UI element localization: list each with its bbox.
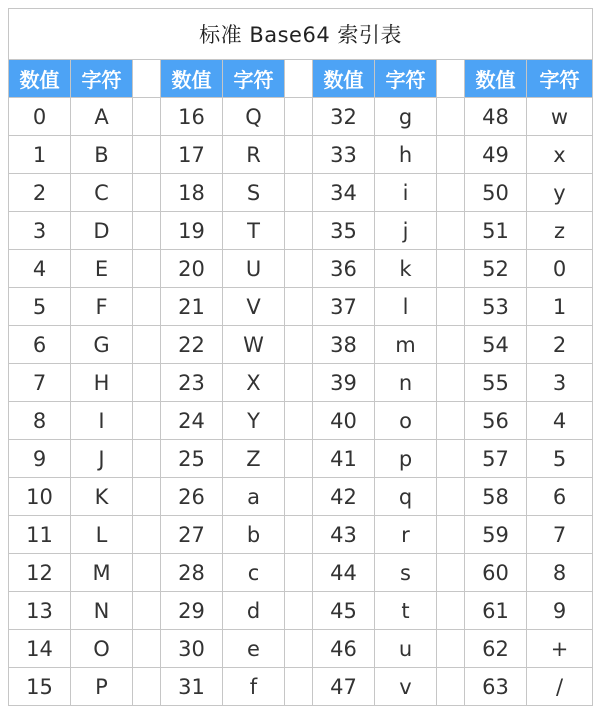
value-cell: 14 <box>9 630 71 668</box>
table-row <box>9 288 593 326</box>
value-cell: 31 <box>161 668 223 706</box>
value-cell: 47 <box>313 668 375 706</box>
value-cell: 41 <box>313 440 375 478</box>
char-cell: O <box>71 630 133 668</box>
value-cell: 18 <box>161 174 223 212</box>
table-row <box>9 250 593 288</box>
char-cell: Q <box>223 98 285 136</box>
char-cell: B <box>71 136 133 174</box>
value-cell: 53 <box>465 288 527 326</box>
char-cell: E <box>71 250 133 288</box>
value-cell: 33 <box>313 136 375 174</box>
value-cell: 27 <box>161 516 223 554</box>
value-cell: 12 <box>9 554 71 592</box>
char-cell: v <box>375 668 437 706</box>
value-cell: 48 <box>465 98 527 136</box>
char-cell: A <box>71 98 133 136</box>
char-cell: t <box>375 592 437 630</box>
gap-cell <box>437 136 465 174</box>
char-cell: h <box>375 136 437 174</box>
char-cell: a <box>223 478 285 516</box>
char-cell: f <box>223 668 285 706</box>
value-cell: 1 <box>9 136 71 174</box>
value-cell: 13 <box>9 592 71 630</box>
char-cell: 0 <box>527 250 593 288</box>
gap-cell <box>285 516 313 554</box>
value-cell: 22 <box>161 326 223 364</box>
char-cell: H <box>71 364 133 402</box>
table-row <box>9 326 593 364</box>
gap-cell <box>133 98 161 136</box>
gap-cell <box>285 364 313 402</box>
header-char-1: 字符 <box>71 60 133 98</box>
char-cell: D <box>71 212 133 250</box>
gap-cell <box>285 326 313 364</box>
gap-cell <box>285 136 313 174</box>
gap-cell <box>133 326 161 364</box>
char-cell: 7 <box>527 516 593 554</box>
char-cell: g <box>375 98 437 136</box>
gap-cell <box>133 478 161 516</box>
char-cell: p <box>375 440 437 478</box>
char-cell: c <box>223 554 285 592</box>
value-cell: 56 <box>465 402 527 440</box>
table-row <box>9 554 593 592</box>
table-row <box>9 630 593 668</box>
base64-index-table <box>8 8 593 706</box>
char-cell: r <box>375 516 437 554</box>
value-cell: 23 <box>161 364 223 402</box>
header-gap <box>133 60 161 98</box>
value-cell: 28 <box>161 554 223 592</box>
char-cell: M <box>71 554 133 592</box>
gap-cell <box>437 630 465 668</box>
value-cell: 45 <box>313 592 375 630</box>
value-cell: 40 <box>313 402 375 440</box>
header-char-3: 字符 <box>375 60 437 98</box>
char-cell: I <box>71 402 133 440</box>
char-cell: y <box>527 174 593 212</box>
gap-cell <box>285 668 313 706</box>
value-cell: 50 <box>465 174 527 212</box>
gap-cell <box>285 630 313 668</box>
value-cell: 32 <box>313 98 375 136</box>
gap-cell <box>133 668 161 706</box>
gap-cell <box>285 174 313 212</box>
value-cell: 5 <box>9 288 71 326</box>
value-cell: 49 <box>465 136 527 174</box>
char-cell: K <box>71 478 133 516</box>
value-cell: 29 <box>161 592 223 630</box>
table-row <box>9 440 593 478</box>
gap-cell <box>285 402 313 440</box>
gap-cell <box>133 592 161 630</box>
gap-cell <box>437 592 465 630</box>
char-cell: X <box>223 364 285 402</box>
table-row <box>9 174 593 212</box>
table-row <box>9 516 593 554</box>
char-cell: 1 <box>527 288 593 326</box>
value-cell: 44 <box>313 554 375 592</box>
gap-cell <box>133 554 161 592</box>
value-cell: 11 <box>9 516 71 554</box>
table-row <box>9 402 593 440</box>
char-cell: R <box>223 136 285 174</box>
char-cell: 9 <box>527 592 593 630</box>
header-value-3: 数值 <box>313 60 375 98</box>
value-cell: 39 <box>313 364 375 402</box>
char-cell: J <box>71 440 133 478</box>
header-gap <box>285 60 313 98</box>
gap-cell <box>437 554 465 592</box>
table-row <box>9 592 593 630</box>
char-cell: 4 <box>527 402 593 440</box>
gap-cell <box>285 212 313 250</box>
value-cell: 46 <box>313 630 375 668</box>
char-cell: l <box>375 288 437 326</box>
gap-cell <box>133 630 161 668</box>
char-cell: n <box>375 364 437 402</box>
value-cell: 35 <box>313 212 375 250</box>
char-cell: 5 <box>527 440 593 478</box>
value-cell: 61 <box>465 592 527 630</box>
value-cell: 26 <box>161 478 223 516</box>
value-cell: 51 <box>465 212 527 250</box>
base64-index-table-frame <box>8 8 592 704</box>
gap-cell <box>285 250 313 288</box>
value-cell: 58 <box>465 478 527 516</box>
char-cell: z <box>527 212 593 250</box>
char-cell: 3 <box>527 364 593 402</box>
char-cell: Z <box>223 440 285 478</box>
char-cell: i <box>375 174 437 212</box>
header-value-2: 数值 <box>161 60 223 98</box>
char-cell: P <box>71 668 133 706</box>
gap-cell <box>133 402 161 440</box>
value-cell: 0 <box>9 98 71 136</box>
value-cell: 21 <box>161 288 223 326</box>
char-cell: b <box>223 516 285 554</box>
gap-cell <box>285 440 313 478</box>
char-cell: w <box>527 98 593 136</box>
char-cell: U <box>223 250 285 288</box>
char-cell: x <box>527 136 593 174</box>
char-cell: S <box>223 174 285 212</box>
value-cell: 2 <box>9 174 71 212</box>
header-gap <box>437 60 465 98</box>
value-cell: 37 <box>313 288 375 326</box>
value-cell: 60 <box>465 554 527 592</box>
char-cell: V <box>223 288 285 326</box>
gap-cell <box>437 288 465 326</box>
table-row <box>9 668 593 706</box>
gap-cell <box>133 364 161 402</box>
char-cell: T <box>223 212 285 250</box>
value-cell: 4 <box>9 250 71 288</box>
char-cell: 8 <box>527 554 593 592</box>
value-cell: 19 <box>161 212 223 250</box>
gap-cell <box>285 592 313 630</box>
value-cell: 36 <box>313 250 375 288</box>
char-cell: + <box>527 630 593 668</box>
value-cell: 24 <box>161 402 223 440</box>
char-cell: C <box>71 174 133 212</box>
header-char-4: 字符 <box>527 60 593 98</box>
value-cell: 52 <box>465 250 527 288</box>
gap-cell <box>437 212 465 250</box>
value-cell: 42 <box>313 478 375 516</box>
value-cell: 62 <box>465 630 527 668</box>
value-cell: 34 <box>313 174 375 212</box>
value-cell: 6 <box>9 326 71 364</box>
gap-cell <box>133 174 161 212</box>
value-cell: 55 <box>465 364 527 402</box>
value-cell: 17 <box>161 136 223 174</box>
gap-cell <box>285 288 313 326</box>
value-cell: 59 <box>465 516 527 554</box>
char-cell: m <box>375 326 437 364</box>
value-cell: 3 <box>9 212 71 250</box>
value-cell: 20 <box>161 250 223 288</box>
gap-cell <box>133 136 161 174</box>
gap-cell <box>437 440 465 478</box>
value-cell: 15 <box>9 668 71 706</box>
gap-cell <box>285 478 313 516</box>
value-cell: 10 <box>9 478 71 516</box>
char-cell: d <box>223 592 285 630</box>
value-cell: 43 <box>313 516 375 554</box>
value-cell: 9 <box>9 440 71 478</box>
gap-cell <box>285 98 313 136</box>
gap-cell <box>285 554 313 592</box>
table-row <box>9 136 593 174</box>
gap-cell <box>437 668 465 706</box>
char-cell: Y <box>223 402 285 440</box>
value-cell: 25 <box>161 440 223 478</box>
gap-cell <box>437 326 465 364</box>
gap-cell <box>133 212 161 250</box>
header-value-4: 数值 <box>465 60 527 98</box>
char-cell: L <box>71 516 133 554</box>
value-cell: 8 <box>9 402 71 440</box>
gap-cell <box>133 250 161 288</box>
header-value-1: 数值 <box>9 60 71 98</box>
char-cell: 6 <box>527 478 593 516</box>
char-cell: u <box>375 630 437 668</box>
char-cell: s <box>375 554 437 592</box>
value-cell: 63 <box>465 668 527 706</box>
gap-cell <box>133 516 161 554</box>
value-cell: 54 <box>465 326 527 364</box>
header-row <box>9 60 593 98</box>
header-char-2: 字符 <box>223 60 285 98</box>
gap-cell <box>437 174 465 212</box>
gap-cell <box>437 250 465 288</box>
char-cell: e <box>223 630 285 668</box>
table-body <box>9 98 593 706</box>
table-row <box>9 212 593 250</box>
gap-cell <box>437 364 465 402</box>
value-cell: 57 <box>465 440 527 478</box>
char-cell: j <box>375 212 437 250</box>
char-cell: N <box>71 592 133 630</box>
char-cell: 2 <box>527 326 593 364</box>
gap-cell <box>437 402 465 440</box>
char-cell: q <box>375 478 437 516</box>
gap-cell <box>437 478 465 516</box>
table-row <box>9 364 593 402</box>
char-cell: G <box>71 326 133 364</box>
char-cell: k <box>375 250 437 288</box>
gap-cell <box>133 288 161 326</box>
char-cell: / <box>527 668 593 706</box>
gap-cell <box>437 98 465 136</box>
table-title: 标准 Base64 索引表 <box>9 9 593 60</box>
char-cell: o <box>375 402 437 440</box>
table-row <box>9 98 593 136</box>
char-cell: W <box>223 326 285 364</box>
char-cell: F <box>71 288 133 326</box>
gap-cell <box>437 516 465 554</box>
table-row <box>9 478 593 516</box>
value-cell: 30 <box>161 630 223 668</box>
value-cell: 38 <box>313 326 375 364</box>
gap-cell <box>133 440 161 478</box>
value-cell: 7 <box>9 364 71 402</box>
value-cell: 16 <box>161 98 223 136</box>
